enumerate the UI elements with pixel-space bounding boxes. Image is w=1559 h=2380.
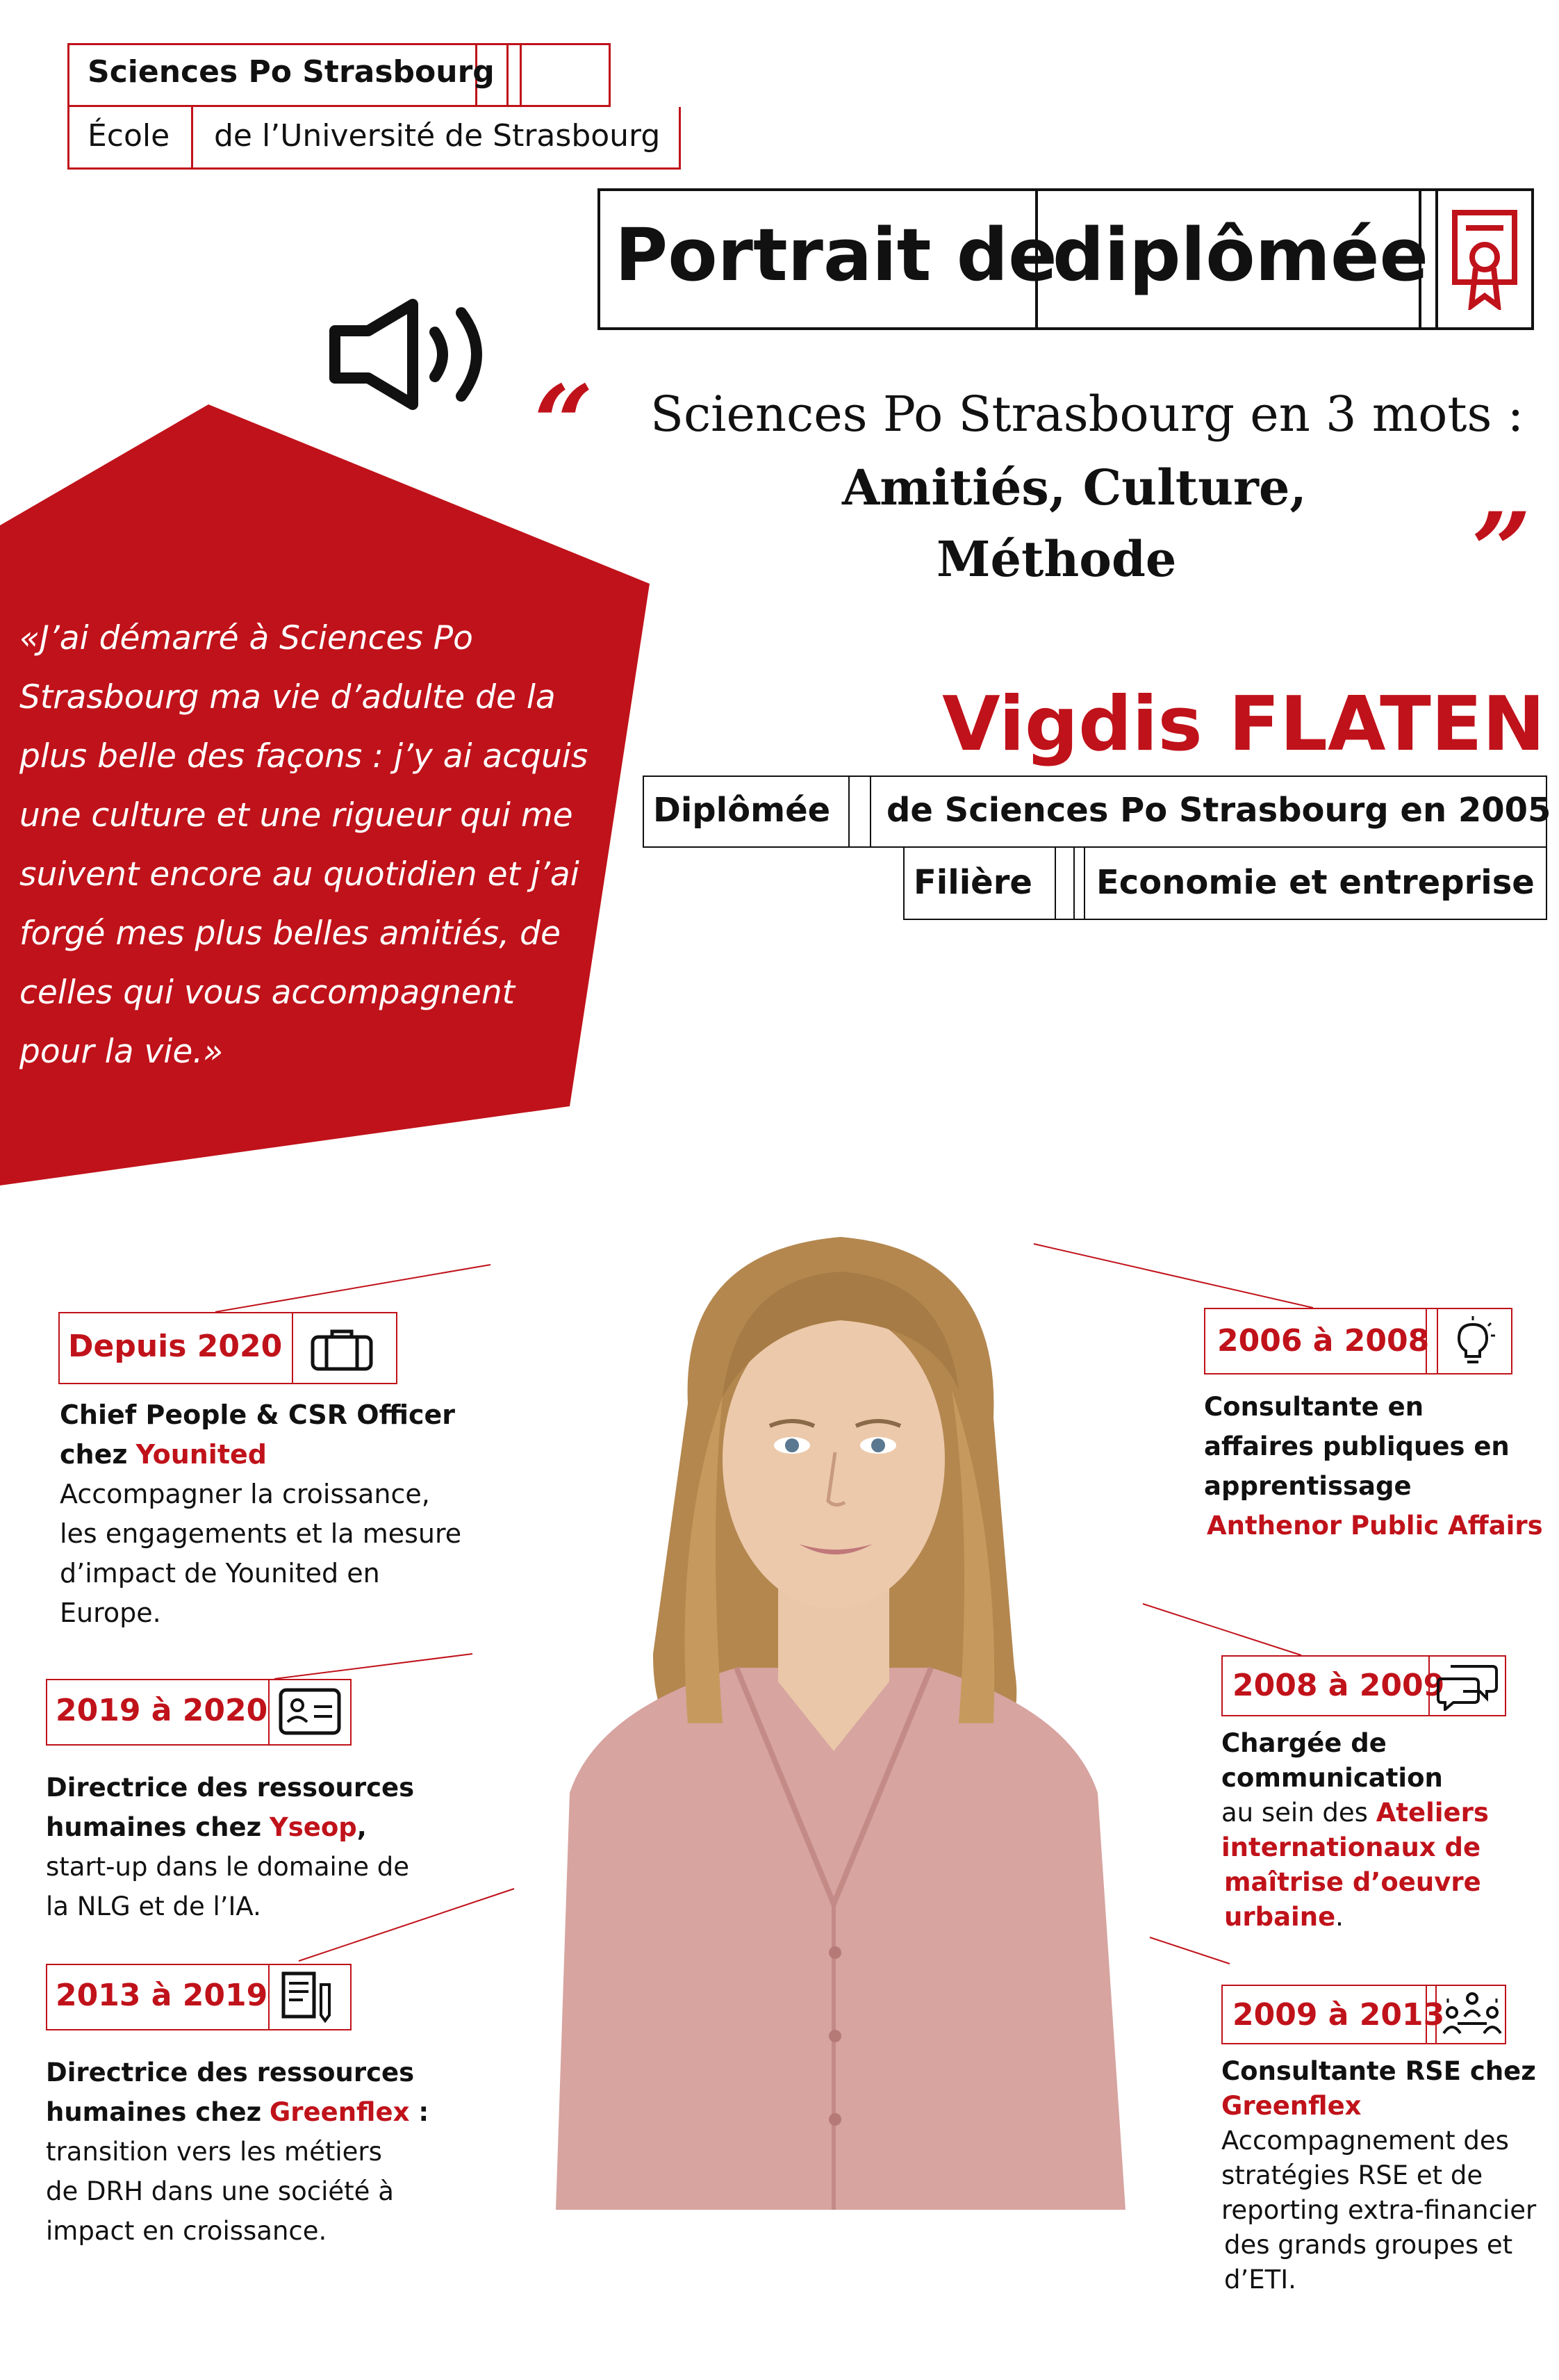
role-title: Chief People & CSR Officer [60,1400,455,1430]
description-line: Accompagnement des [1221,2126,1509,2156]
description-line: de DRH dans une société à [46,2176,394,2206]
open-quote-mark: “ [534,363,594,485]
role-description [46,1768,414,1926]
track-label: Filière [914,863,1032,902]
period-divider [268,1679,270,1746]
description-line: d’impact de Younited en [60,1558,380,1589]
period-divider [1437,1308,1438,1374]
lightbulb-icon [1448,1315,1498,1368]
motto-line1: Sciences Po Strasbourg en 3 mots : [650,386,1524,443]
role-title: humaines chez [46,1812,262,1842]
punctuation: . [1335,1902,1344,1932]
description-line: reporting extra-financier [1221,2195,1537,2225]
role-description [46,2053,429,2251]
company-name: Greenflex [269,2097,410,2127]
degree-label: Diplômée [653,791,831,830]
role-description [1221,1726,1489,1935]
track-value: Economie et entreprise [1096,863,1535,902]
title-part1: Portrait de [615,213,1057,297]
document-pen-icon [281,1971,336,2024]
role-title: apprentissage [1204,1471,1412,1501]
school-name: Sciences Po Strasbourg [88,54,495,90]
description-line: transition vers les métiers [46,2137,382,2167]
company-name: maîtrise d’oeuvre [1224,1867,1481,1897]
description-line: les engagements et la mesure [60,1518,462,1549]
company-name: Anthenor Public Affairs [1207,1511,1543,1541]
role-title: humaines chez [46,2097,262,2127]
company-name: internationaux de [1221,1832,1481,1862]
company-name: Ateliers [1376,1798,1489,1828]
role-title: communication [1221,1763,1443,1793]
description-line: Europe. [60,1598,161,1628]
testimonial-line: une culture et une rigueur qui me [19,796,573,835]
role-description [1221,2054,1536,2297]
title-part2: diplômée [1053,213,1429,297]
company-name: urbaine [1224,1902,1336,1932]
description-line: stratégies RSE et de [1221,2160,1483,2190]
punctuation: : [409,2097,429,2127]
role-title: Directrice des ressources [46,1773,415,1803]
people-meeting-icon [1441,1992,1503,2037]
testimonial-line: pour la vie.» [19,1033,224,1071]
university-name: de l’Université de Strasbourg [214,118,661,154]
role-title: Chargée de [1221,1728,1387,1758]
company-name: Younited [135,1439,267,1470]
role-title: chez [60,1439,128,1470]
description-line: des grands groupes et [1224,2230,1513,2260]
period-label: Depuis 2020 [68,1329,283,1364]
period-label: 2019 à 2020 [56,1693,268,1728]
period-label: 2006 à 2008 [1217,1323,1430,1359]
company-name: Greenflex [1221,2091,1362,2121]
description-line: impact en croissance. [46,2216,327,2246]
testimonial-line: «J’ai démarré à Sciences Po [19,619,473,657]
description-line: la NLG et de l’IA. [46,1891,261,1921]
speech-bubbles-icon [1437,1661,1499,1711]
testimonial-line: Strasbourg ma vie d’adulte de la [19,678,556,716]
period-label: 2009 à 2013 [1232,1997,1445,2033]
degree-value: de Sciences Po Strasbourg en 2005 [886,791,1551,830]
punctuation: , [356,1812,367,1842]
role-title: Consultante en [1204,1392,1424,1422]
role-description [60,1395,461,1633]
testimonial-line: forgé mes plus belles amitiés, de [19,914,561,953]
motto-line3: Méthode [937,530,1177,588]
role-title: Consultante RSE chez [1221,2056,1536,2086]
id-card-icon [278,1686,342,1737]
company-name: Yseop [269,1812,357,1842]
description-line: d’ETI. [1224,2265,1296,2295]
graduate-name: Vigdis FLATEN [942,681,1545,768]
description-line: Accompagner la croissance, [60,1479,430,1509]
testimonial-line: plus belle des façons : j’y ai acquis [19,737,588,775]
motto-line2: Amitiés, Culture, [842,459,1307,516]
role-description [1204,1387,1543,1545]
role-title: Directrice des ressources [46,2058,415,2087]
close-quote-mark: ” [1471,490,1532,612]
testimonial-line: celles qui vous accompagnent [19,974,515,1012]
description-line: start-up dans le domaine de [46,1852,410,1882]
period-label: 2013 à 2019 [56,1978,268,2013]
school-prefix: École [88,118,170,154]
briefcase-icon [310,1327,374,1372]
testimonial-line: suivent encore au quotidien et j’ai [19,855,579,894]
period-divider [292,1312,293,1384]
role-title: affaires publiques en [1204,1431,1510,1461]
prefix-text: au sein des [1221,1798,1368,1828]
period-label: 2008 à 2009 [1232,1668,1445,1703]
period-divider [268,1964,270,2030]
